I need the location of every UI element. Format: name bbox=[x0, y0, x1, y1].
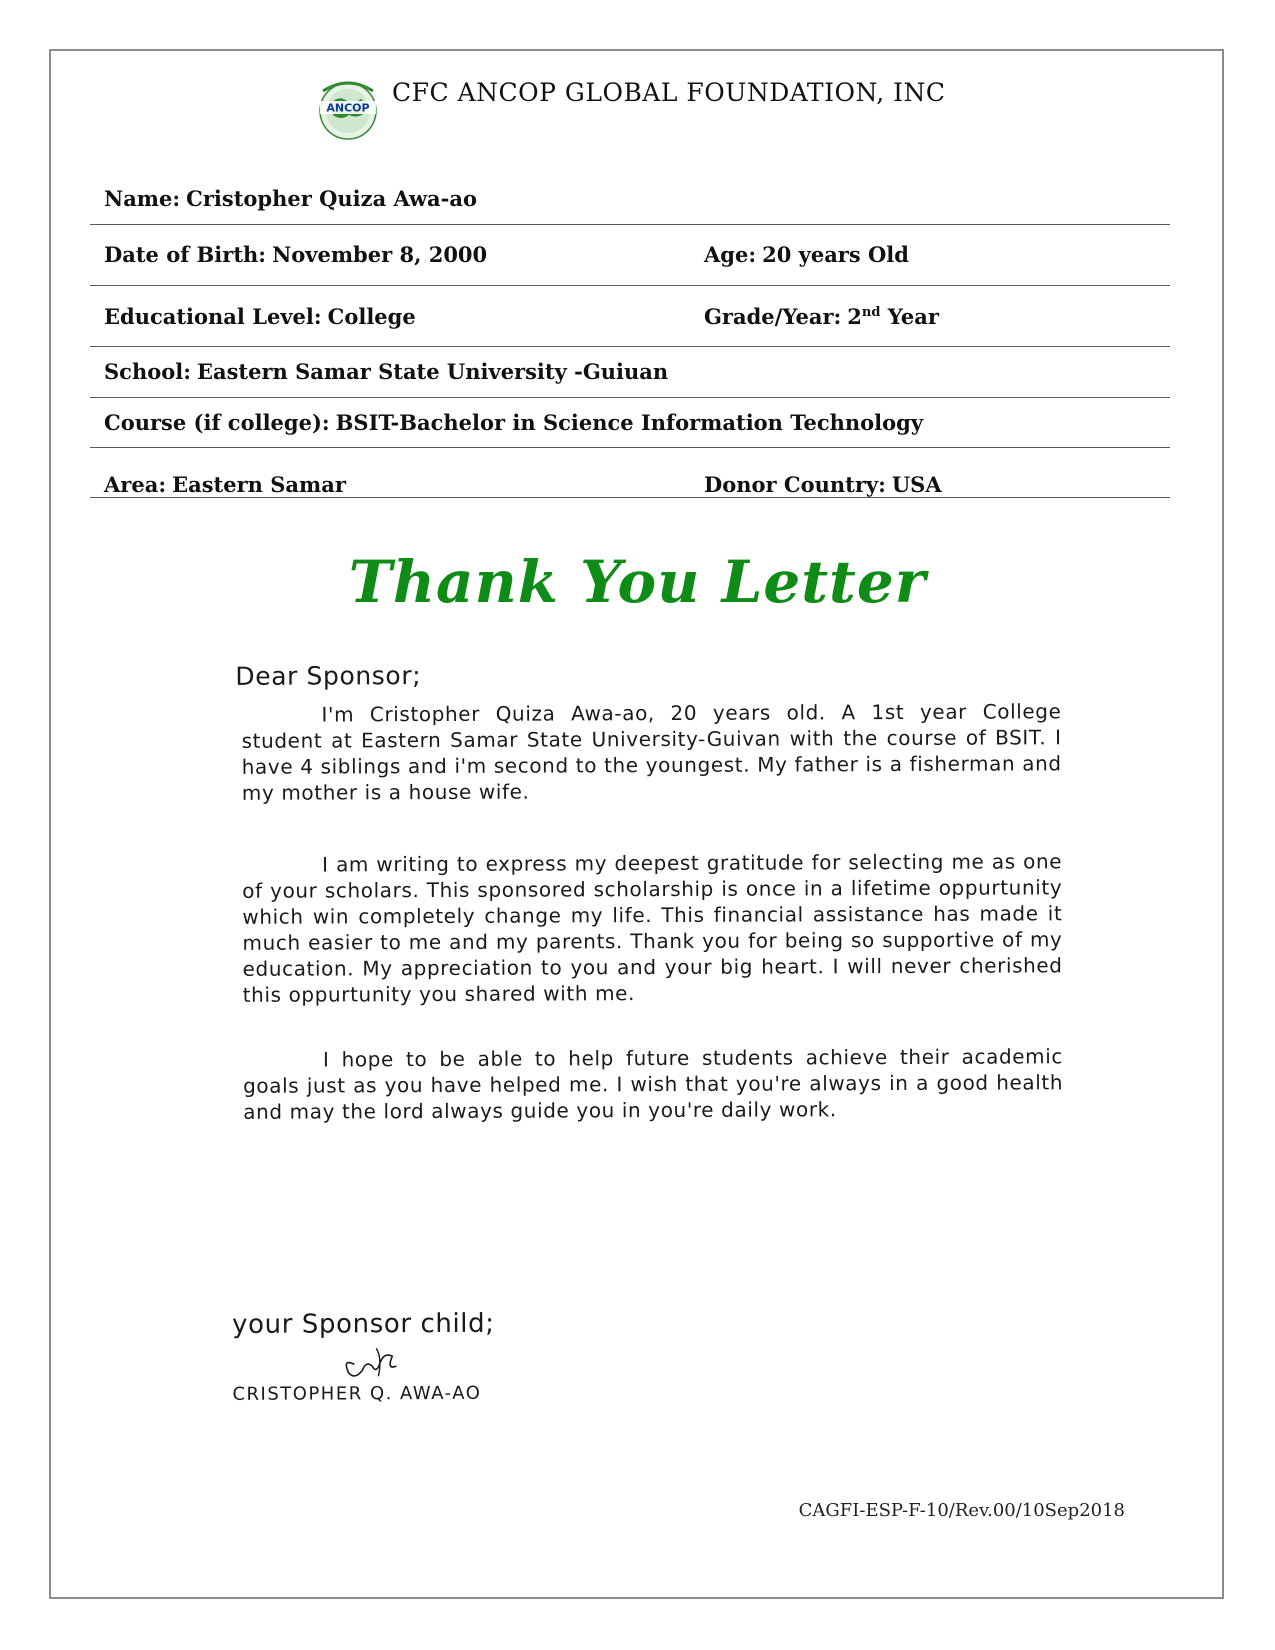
dob-value: November 8, 2000 bbox=[272, 242, 488, 267]
form-row-area-donor bbox=[90, 448, 1170, 498]
logo-text: ANCOP bbox=[326, 101, 370, 115]
form-row-education bbox=[90, 286, 1170, 347]
form-row-birth-age bbox=[90, 225, 1170, 286]
form-row-course bbox=[90, 398, 1170, 448]
school-field: School: Eastern Samar State University -Guiuan bbox=[104, 359, 669, 384]
donor-country-value: USA bbox=[891, 472, 942, 497]
name-value: Cristopher Quiza Awa-ao bbox=[186, 186, 477, 211]
age-value: 20 years Old bbox=[762, 242, 909, 267]
education-value: College bbox=[327, 304, 416, 329]
letterhead bbox=[0, 70, 1275, 150]
signature-scribble bbox=[336, 1344, 406, 1382]
form-row-school bbox=[90, 347, 1170, 398]
ancop-globe-logo bbox=[317, 73, 379, 143]
letter-title: Thank You Letter bbox=[348, 548, 927, 616]
name-field: Name: Cristopher Quiza Awa-ao bbox=[104, 186, 477, 211]
letter-paragraph-1: I'm Cristopher Quiza Awa-ao, 20 years old. A 1st year College student at Eastern Samar State University-Guivan with the course of BSIT. I have 4 siblings and i'm second to the youngest. My father is a fisherman and my mother is a house wife. bbox=[241, 699, 1062, 805]
area-field: Area: Eastern Samar bbox=[104, 472, 346, 497]
student-info-form bbox=[90, 180, 1170, 498]
form-row-name bbox=[90, 180, 1170, 225]
letter-closing: your Sponsor child; bbox=[232, 1308, 495, 1340]
form-code: CAGFI-ESP-F-10/Rev.00/10Sep2018 bbox=[798, 1500, 1125, 1521]
grade-number: 2 bbox=[847, 304, 862, 329]
signature-name: CRISTOPHER Q. AWA-AO bbox=[232, 1382, 482, 1405]
grade-suffix: nd bbox=[861, 305, 881, 320]
grade-field: Grade/Year: 2nd Year bbox=[704, 304, 939, 329]
area-value: Eastern Samar bbox=[172, 472, 346, 497]
course-value: BSIT-Bachelor in Science Information Technology bbox=[335, 410, 924, 435]
grade-word: Year bbox=[887, 304, 939, 329]
letter-paragraph-2: I am writing to express my deepest gratitude for selecting me as one of your scholars. This sponsored scholarship is once in a lifetime oppurtunity which win completely change my life. This financial assistance has made it much easier to me and my parents. Thank you for being so supportive of my education. My appreciation to you and your big heart. I will never cherished this oppurtunity you shared with me. bbox=[242, 849, 1063, 1007]
letter-paragraph-3: I hope to be able to help future students achieve their academic goals just as you have helped me. I wish that you're always in a good health and may the lord always guide you in you're daily work. bbox=[243, 1044, 1064, 1124]
course-field: Course (if college): BSIT-Bachelor in Science Information Technology bbox=[104, 410, 924, 435]
organization-name: CFC ANCOP GLOBAL FOUNDATION, INC bbox=[392, 78, 946, 107]
dob-field: Date of Birth: November 8, 2000 bbox=[104, 242, 488, 267]
donor-country-field: Donor Country: USA bbox=[704, 472, 942, 497]
age-field: Age: 20 years Old bbox=[704, 242, 909, 267]
education-field: Educational Level: College bbox=[104, 304, 416, 329]
handwritten-letter bbox=[223, 658, 1106, 1462]
letter-greeting: Dear Sponsor; bbox=[235, 661, 422, 691]
school-value: Eastern Samar State University -Guiuan bbox=[196, 359, 669, 384]
